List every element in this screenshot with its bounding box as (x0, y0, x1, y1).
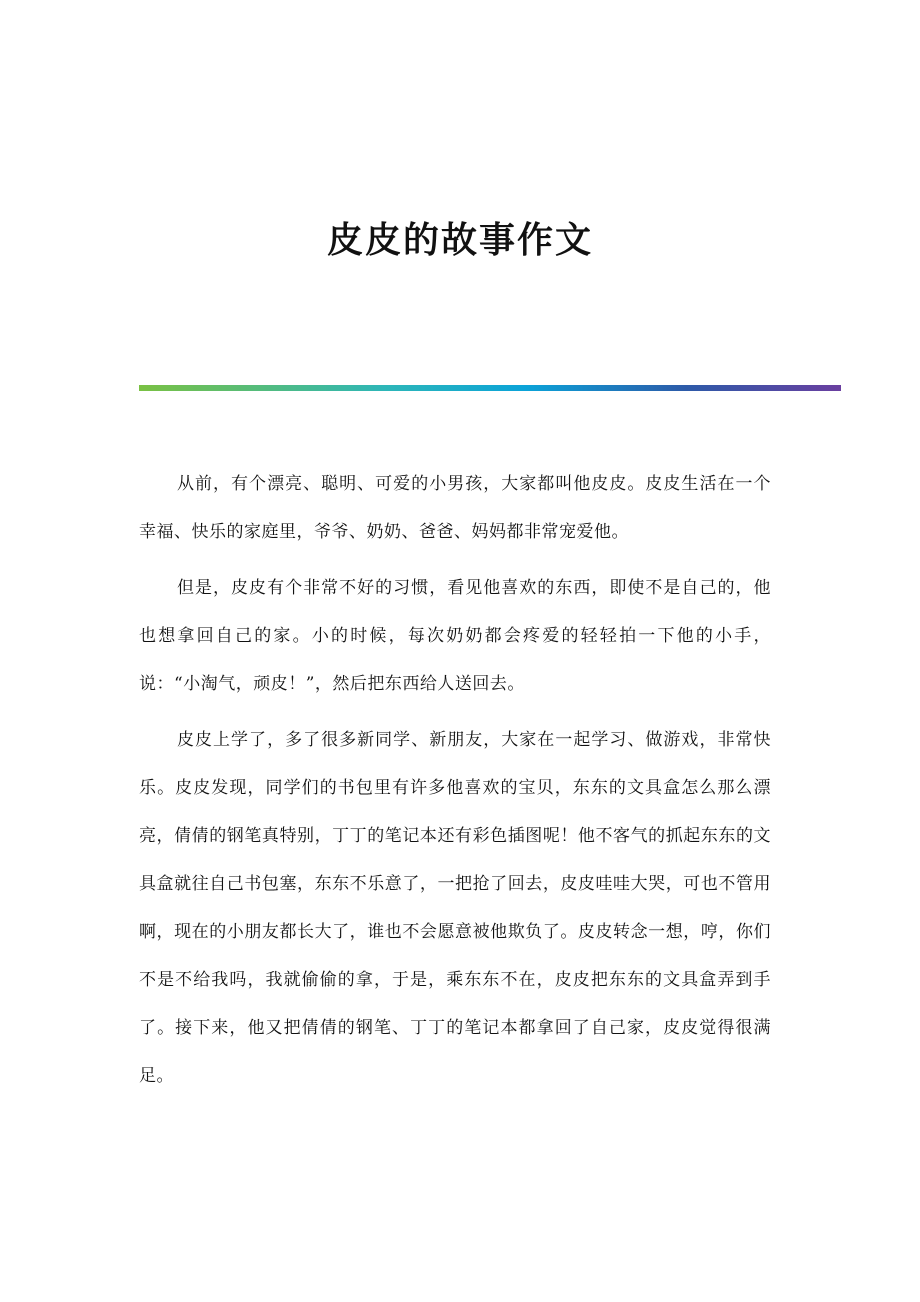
title-divider (139, 385, 841, 391)
paragraph-2: 但是，皮皮有个非常不好的习惯，看见他喜欢的东西，即使不是自己的，他也想拿回自己的家。小的时候，每次奶奶都会疼爱的轻轻拍一下他的小手，说：“小淘气，顽皮！”，然后把东西给人送回去。 (139, 578, 771, 694)
document-body (139, 460, 771, 1108)
paragraph-3: 皮皮上学了，多了很多新同学、新朋友，大家在一起学习、做游戏，非常快乐。皮皮发现，同学们的书包里有许多他喜欢的宝贝，东东的文具盒怎么那么漂亮，倩倩的钢笔真特别，丁丁的笔记本还有彩色插图呢！他不客气的抓起东东的文具盒就往自己书包塞，东东不乐意了，一把抢了回去，皮皮哇哇大哭，可也不管用啊，现在的小朋友都长大了，谁也不会愿意被他欺负了。皮皮转念一想，哼，你们不是不给我吗，我就偷偷的拿，于是，乘东东不在，皮皮把东东的文具盒弄到手了。接下来，他又把倩倩的钢笔、丁丁的笔记本都拿回了自己家，皮皮觉得很满足。 (139, 730, 771, 1086)
paragraph-1: 从前，有个漂亮、聪明、可爱的小男孩，大家都叫他皮皮。皮皮生活在一个幸福、快乐的家庭里，爷爷、奶奶、爸爸、妈妈都非常宠爱他。 (139, 474, 771, 542)
document-title: 皮皮的故事作文 (326, 219, 593, 261)
